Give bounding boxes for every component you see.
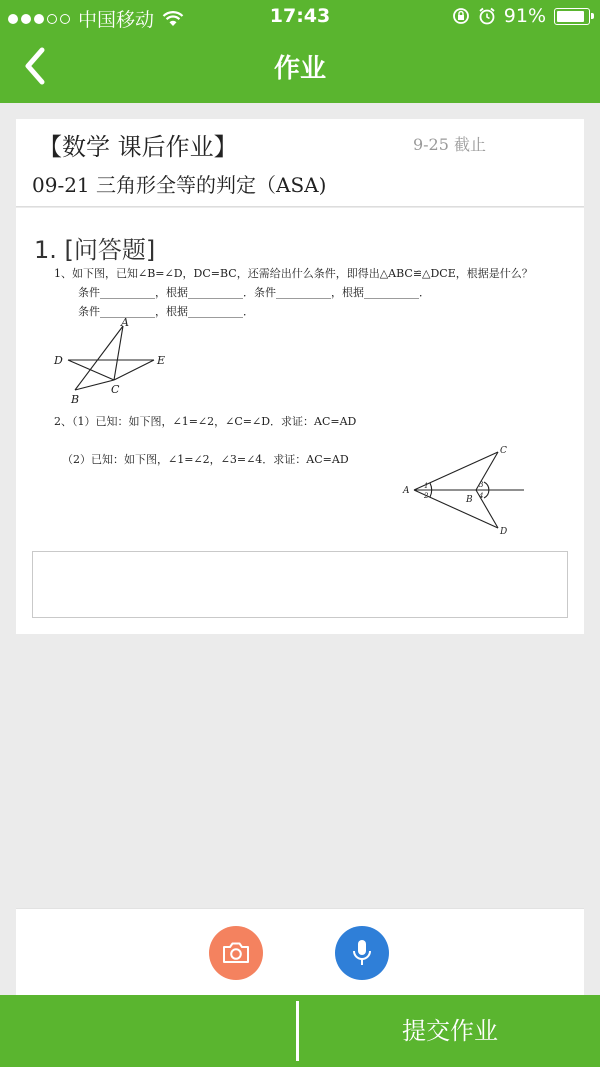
fig1-label-c: C	[111, 383, 120, 396]
answer-input[interactable]	[32, 551, 568, 618]
triangle-figure-1	[51, 318, 181, 410]
status-bar	[0, 0, 600, 34]
fig1-label-a: A	[121, 318, 129, 329]
fig2-label-a: A	[403, 486, 410, 496]
homework-header-card	[16, 119, 584, 207]
rotation-lock-icon	[452, 7, 470, 25]
page-title: 作业	[273, 54, 326, 84]
question-title: 1. [问答题]	[34, 236, 156, 264]
fig2-label-1: 1	[424, 482, 429, 490]
battery-icon	[554, 8, 590, 25]
carrier-name: 中国移动	[78, 9, 155, 31]
triangle-figure-2	[402, 442, 526, 536]
bottom-bar	[0, 995, 600, 1067]
question-1-line-2: 条件__________，根据__________．条件__________，根据__________．	[78, 286, 430, 299]
microphone-button[interactable]	[335, 926, 389, 980]
question-1-text	[54, 264, 533, 321]
submit-homework-button[interactable]: 提交作业	[402, 1017, 498, 1045]
fig1-label-e: E	[157, 354, 166, 367]
app-header	[0, 0, 600, 103]
fig2-label-3: 3	[479, 481, 484, 489]
fig2-label-4: 4	[479, 492, 484, 500]
question-1-line-3: 条件__________，根据__________．	[78, 305, 254, 318]
fig2-label-d: D	[500, 527, 508, 536]
battery-percent: 91%	[503, 5, 546, 27]
question-1-line-1: 1、如下图，已知∠B=∠D，DC=BC，还需给出什么条件，即得出△ABC≌△DCE，根据是什么？	[54, 267, 533, 280]
lesson-title: 09-21 三角形全等的判定（ASA)	[32, 173, 327, 197]
question-card	[16, 208, 584, 634]
attachment-toolbar	[16, 908, 584, 995]
fig1-label-d: D	[54, 354, 63, 367]
homework-deadline: 9-25 截止	[412, 135, 486, 154]
camera-icon	[221, 941, 251, 965]
status-time: 17:43	[269, 5, 331, 27]
camera-button[interactable]	[209, 926, 263, 980]
homework-title: 【数学 课后作业】	[38, 133, 238, 161]
fig2-label-b: B	[466, 495, 473, 505]
fig2-label-c: C	[500, 446, 507, 456]
microphone-icon	[350, 938, 374, 968]
question-2b-text: （2）已知：如下图，∠1=∠2，∠3=∠4．求证：AC=AD	[62, 453, 349, 466]
fig2-label-2: 2	[424, 492, 429, 500]
bottom-divider	[296, 1001, 299, 1061]
question-2a-text: 2、（1）已知：如下图，∠1=∠2，∠C=∠D．求证：AC=AD	[54, 415, 357, 428]
fig1-label-b: B	[71, 393, 80, 406]
alarm-icon	[478, 7, 496, 25]
status-right	[452, 5, 590, 27]
